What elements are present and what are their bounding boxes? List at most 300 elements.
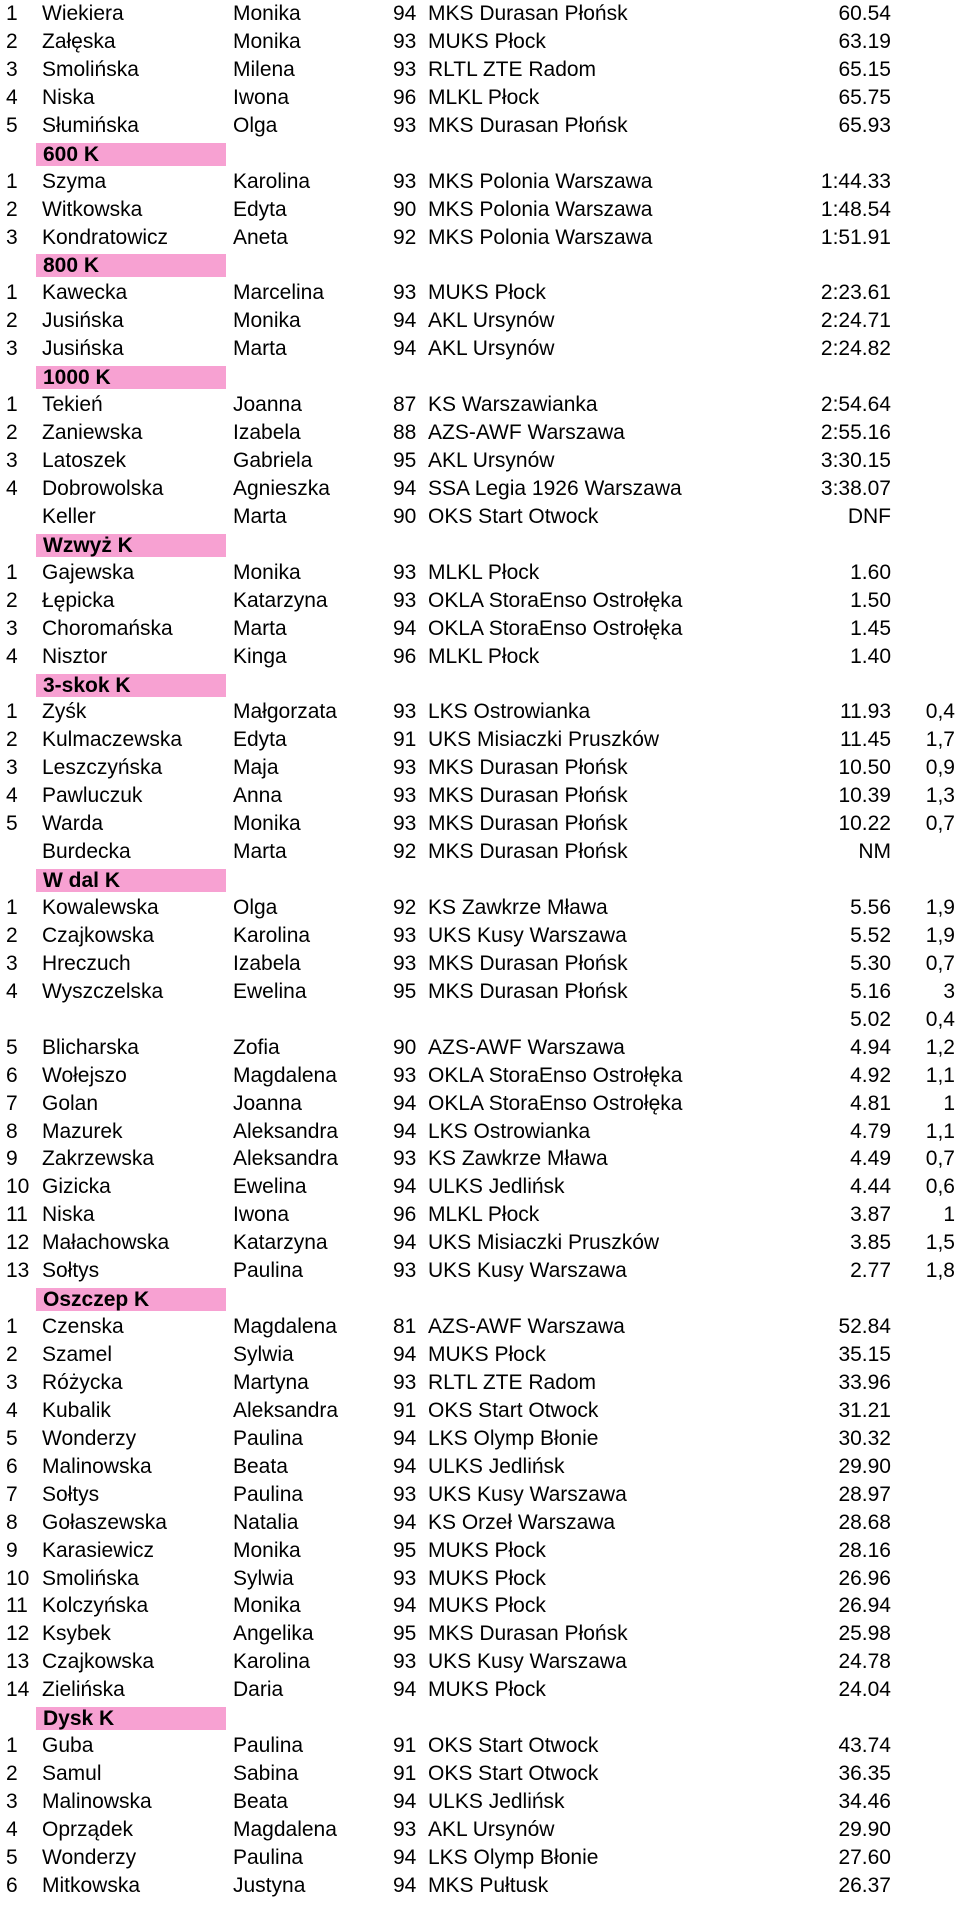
first-name-cell: Marcelina xyxy=(233,281,325,305)
last-name-cell: Kulmaczewska xyxy=(42,728,183,752)
result-row xyxy=(0,1145,960,1173)
last-name-cell: Wołejszo xyxy=(42,1063,127,1087)
first-name-cell: Kinga xyxy=(233,644,287,668)
last-name-cell: Ksybek xyxy=(42,1622,111,1646)
result-cell: 1.50 xyxy=(850,588,891,612)
wind-cell: 0,7 xyxy=(925,1147,955,1171)
result-cell: NM xyxy=(858,840,891,864)
first-name-cell: Paulina xyxy=(233,1734,304,1758)
club-cell: UKS Misiaczki Pruszków xyxy=(428,728,660,752)
last-name-cell: Załęska xyxy=(42,29,116,53)
club-cell: AZS-AWF Warszawa xyxy=(428,421,625,445)
last-name-cell: Latoszek xyxy=(42,449,127,472)
result-row xyxy=(0,112,960,140)
place-cell: 4 xyxy=(6,784,18,808)
club-cell: MUKS Płock xyxy=(428,29,546,53)
result-row xyxy=(0,84,960,112)
wind-cell: 0,7 xyxy=(925,951,955,975)
place-cell: 3 xyxy=(6,756,18,780)
birth-year-cell: 95 xyxy=(393,1622,417,1646)
last-name-cell: Szamel xyxy=(42,1343,113,1366)
result-row xyxy=(0,1425,960,1453)
birth-year-cell: 93 xyxy=(393,57,417,81)
event-header xyxy=(0,866,960,894)
birth-year-cell: 93 xyxy=(393,1482,417,1506)
birth-year-cell: 94 xyxy=(393,1594,417,1618)
place-cell: 1 xyxy=(6,896,18,919)
last-name-cell: Czenska xyxy=(42,1315,124,1339)
first-name-cell: Angelika xyxy=(233,1622,314,1646)
result-cell: 28.16 xyxy=(838,1538,891,1562)
result-row xyxy=(0,1565,960,1593)
club-cell: LKS Olymp Błonie xyxy=(428,1426,599,1450)
result-cell: 29.90 xyxy=(838,1817,891,1841)
club-cell: MKS Durasan Płońsk xyxy=(428,951,628,975)
last-name-cell: Smolińska xyxy=(42,57,139,81)
result-cell: 4.94 xyxy=(850,1035,891,1059)
result-cell: DNF xyxy=(847,504,891,528)
first-name-cell: Ewelina xyxy=(233,979,307,1003)
place-cell: 2 xyxy=(6,728,18,752)
birth-year-cell: 90 xyxy=(393,504,417,528)
place-cell: 7 xyxy=(6,1091,18,1115)
result-cell: 28.68 xyxy=(838,1510,891,1534)
last-name-cell: Gizicka xyxy=(42,1175,111,1199)
last-name-cell: Mitkowska xyxy=(42,1873,141,1897)
first-name-cell: Ewelina xyxy=(233,1175,307,1199)
result-row xyxy=(0,894,960,922)
result-row xyxy=(0,1034,960,1062)
birth-year-cell: 94 xyxy=(393,1091,417,1115)
club-cell: UKS Kusy Warszawa xyxy=(428,1482,627,1506)
birth-year-cell: 95 xyxy=(393,1538,417,1562)
place-cell: 7 xyxy=(6,1482,18,1506)
last-name-cell: Pawluczuk xyxy=(42,784,143,808)
wind-cell: 0,6 xyxy=(925,1175,955,1199)
place-cell: 2 xyxy=(6,309,18,333)
club-cell: MLKL Płock xyxy=(428,560,540,584)
wind-cell: 0,7 xyxy=(925,812,955,836)
result-cell: 3:30.15 xyxy=(820,449,891,472)
club-cell: KS Zawkrze Mława xyxy=(428,896,608,919)
result-row xyxy=(0,224,960,252)
result-row xyxy=(0,1453,960,1481)
club-cell: ULKS Jedlińsk xyxy=(428,1790,565,1813)
place-cell: 14 xyxy=(6,1678,30,1702)
birth-year-cell: 93 xyxy=(393,1650,417,1674)
place-cell: 3 xyxy=(6,337,18,361)
event-header xyxy=(0,671,960,699)
result-row xyxy=(0,643,960,671)
result-cell: 5.56 xyxy=(850,896,891,919)
place-cell: 4 xyxy=(6,979,18,1003)
result-row xyxy=(0,335,960,363)
result-cell: 5.02 xyxy=(850,1007,891,1031)
birth-year-cell: 92 xyxy=(393,840,417,864)
place-cell: 10 xyxy=(6,1566,30,1590)
birth-year-cell: 96 xyxy=(393,85,417,109)
result-row xyxy=(0,1732,960,1760)
place-cell: 2 xyxy=(6,197,18,221)
wind-cell: 1 xyxy=(943,1203,955,1227)
place-cell: 1 xyxy=(6,393,18,417)
club-cell: RLTL ZTE Radom xyxy=(428,1370,597,1394)
place-cell: 9 xyxy=(6,1538,18,1562)
first-name-cell: Agnieszka xyxy=(233,476,330,500)
result-cell: 1:44.33 xyxy=(820,169,891,193)
result-cell: 36.35 xyxy=(838,1762,891,1786)
last-name-cell: Warda xyxy=(42,812,104,836)
birth-year-cell: 94 xyxy=(393,337,417,361)
birth-year-cell: 93 xyxy=(393,951,417,975)
first-name-cell: Sabina xyxy=(233,1762,299,1786)
birth-year-cell: 93 xyxy=(393,281,417,305)
first-name-cell: Monika xyxy=(233,560,301,584)
club-cell: LKS Ostrowianka xyxy=(428,700,591,724)
club-cell: UKS Kusy Warszawa xyxy=(428,1259,627,1283)
first-name-cell: Monika xyxy=(233,1538,301,1562)
club-cell: OKS Start Otwock xyxy=(428,504,599,528)
first-name-cell: Monika xyxy=(233,812,301,836)
first-name-cell: Marta xyxy=(233,337,287,361)
result-row xyxy=(0,810,960,838)
event-header xyxy=(0,531,960,559)
last-name-cell: Witkowska xyxy=(42,197,143,221)
first-name-cell: Małgorzata xyxy=(233,700,337,724)
result-row xyxy=(0,1648,960,1676)
result-row xyxy=(0,1620,960,1648)
result-row xyxy=(0,196,960,224)
result-cell: 27.60 xyxy=(838,1845,891,1869)
first-name-cell: Marta xyxy=(233,616,287,640)
wind-cell: 1,3 xyxy=(925,784,955,808)
event-title: Dysk K xyxy=(36,1707,226,1730)
birth-year-cell: 93 xyxy=(393,1063,417,1087)
club-cell: UKS Misiaczki Pruszków xyxy=(428,1231,660,1255)
wind-cell: 1,9 xyxy=(925,923,955,947)
last-name-cell: Szyma xyxy=(42,169,107,193)
first-name-cell: Aleksandra xyxy=(233,1147,339,1171)
last-name-cell: Czajkowska xyxy=(42,923,155,947)
first-name-cell: Zofia xyxy=(233,1035,280,1059)
last-name-cell: Leszczyńska xyxy=(42,756,163,780)
place-cell: 5 xyxy=(6,812,18,836)
last-name-cell: Zyśk xyxy=(42,700,87,724)
result-cell: 1:51.91 xyxy=(820,225,891,249)
result-cell: 11.93 xyxy=(840,700,891,724)
club-cell: MKS Durasan Płońsk xyxy=(428,113,628,137)
first-name-cell: Olga xyxy=(233,896,278,919)
place-cell: 2 xyxy=(6,1762,18,1786)
club-cell: MLKL Płock xyxy=(428,1203,540,1227)
place-cell: 3 xyxy=(6,616,18,640)
place-cell: 4 xyxy=(6,1398,18,1422)
last-name-cell: Niska xyxy=(42,1203,95,1227)
result-row xyxy=(0,922,960,950)
last-name-cell: Wonderzy xyxy=(42,1845,137,1869)
club-cell: KS Orzeł Warszawa xyxy=(428,1510,616,1534)
place-cell: 11 xyxy=(6,1203,28,1227)
club-cell: MKS Durasan Płońsk xyxy=(428,840,628,864)
place-cell: 13 xyxy=(6,1650,30,1674)
result-cell: 65.93 xyxy=(838,113,891,137)
result-cell: 4.49 xyxy=(850,1147,891,1171)
place-cell: 1 xyxy=(6,560,18,584)
place-cell: 1 xyxy=(6,1315,18,1339)
event-header xyxy=(0,1285,960,1313)
club-cell: KS Zawkrze Mława xyxy=(428,1147,608,1171)
result-row xyxy=(0,698,960,726)
birth-year-cell: 93 xyxy=(393,1147,417,1171)
birth-year-cell: 96 xyxy=(393,1203,417,1227)
first-name-cell: Izabela xyxy=(233,951,301,975)
place-cell: 13 xyxy=(6,1259,30,1283)
birth-year-cell: 93 xyxy=(393,1259,417,1283)
result-row xyxy=(0,1592,960,1620)
first-name-cell: Karolina xyxy=(233,923,311,947)
result-row xyxy=(0,782,960,810)
first-name-cell: Gabriela xyxy=(233,449,313,472)
result-cell: 26.37 xyxy=(838,1873,891,1897)
first-name-cell: Daria xyxy=(233,1678,284,1702)
first-name-cell: Justyna xyxy=(233,1873,306,1897)
last-name-cell: Słumińska xyxy=(42,113,139,137)
birth-year-cell: 94 xyxy=(393,1343,417,1366)
last-name-cell: Gajewska xyxy=(42,560,135,584)
club-cell: ULKS Jedlińsk xyxy=(428,1175,565,1199)
first-name-cell: Edyta xyxy=(233,197,287,221)
club-cell: UKS Kusy Warszawa xyxy=(428,923,627,947)
result-cell: 1.40 xyxy=(850,644,891,668)
club-cell: RLTL ZTE Radom xyxy=(428,57,597,81)
first-name-cell: Iwona xyxy=(233,85,290,109)
place-cell: 1 xyxy=(6,700,18,724)
club-cell: MKS Durasan Płońsk xyxy=(428,1622,628,1646)
result-row xyxy=(0,1173,960,1201)
result-cell: 2.77 xyxy=(850,1259,891,1283)
result-cell: 3:38.07 xyxy=(820,476,891,500)
club-cell: AZS-AWF Warszawa xyxy=(428,1315,625,1339)
first-name-cell: Edyta xyxy=(233,728,287,752)
place-cell: 1 xyxy=(6,169,18,193)
result-row xyxy=(0,1369,960,1397)
result-row xyxy=(0,1201,960,1229)
result-row xyxy=(0,1844,960,1872)
birth-year-cell: 93 xyxy=(393,113,417,137)
result-cell: 2:23.61 xyxy=(820,281,891,305)
club-cell: UKS Kusy Warszawa xyxy=(428,1650,627,1674)
result-row xyxy=(0,838,960,866)
club-cell: AZS-AWF Warszawa xyxy=(428,1035,625,1059)
result-cell: 3.87 xyxy=(850,1203,891,1227)
last-name-cell: Małachowska xyxy=(42,1231,170,1255)
club-cell: MKS Durasan Płońsk xyxy=(428,812,628,836)
result-row xyxy=(0,1090,960,1118)
first-name-cell: Marta xyxy=(233,504,287,528)
result-row xyxy=(0,1760,960,1788)
result-cell: 10.39 xyxy=(838,784,891,808)
result-cell: 2:24.82 xyxy=(820,337,891,361)
club-cell: MUKS Płock xyxy=(428,281,546,305)
club-cell: ULKS Jedlińsk xyxy=(428,1454,565,1478)
last-name-cell: Kowalewska xyxy=(42,896,159,919)
result-row xyxy=(0,28,960,56)
result-cell: 10.22 xyxy=(838,812,891,836)
event-header xyxy=(0,251,960,279)
birth-year-cell: 94 xyxy=(393,1454,417,1478)
result-row xyxy=(0,279,960,307)
birth-year-cell: 93 xyxy=(393,923,417,947)
event-title: 800 K xyxy=(36,254,226,277)
result-cell: 34.46 xyxy=(838,1790,891,1813)
result-cell: 29.90 xyxy=(838,1454,891,1478)
result-row xyxy=(0,950,960,978)
birth-year-cell: 95 xyxy=(393,979,417,1003)
result-row xyxy=(0,1397,960,1425)
birth-year-cell: 87 xyxy=(393,393,417,417)
club-cell: AKL Ursynów xyxy=(428,309,555,333)
last-name-cell: Oprządek xyxy=(42,1817,134,1841)
birth-year-cell: 91 xyxy=(393,1762,417,1786)
place-cell: 3 xyxy=(6,225,18,249)
place-cell: 6 xyxy=(6,1873,18,1897)
result-cell: 1.60 xyxy=(850,560,891,584)
club-cell: MUKS Płock xyxy=(428,1538,546,1562)
wind-cell: 1,8 xyxy=(925,1259,955,1283)
event-header xyxy=(0,363,960,391)
place-cell: 12 xyxy=(6,1622,30,1646)
result-cell: 1:48.54 xyxy=(820,197,891,221)
first-name-cell: Aleksandra xyxy=(233,1119,339,1143)
club-cell: SSA Legia 1926 Warszawa xyxy=(428,476,682,500)
club-cell: OKLA StoraEnso Ostrołęka xyxy=(428,1091,683,1115)
place-cell: 1 xyxy=(6,281,18,305)
result-cell: 60.54 xyxy=(838,2,891,25)
result-row xyxy=(0,1006,960,1034)
result-cell: 4.81 xyxy=(850,1091,891,1115)
club-cell: MKS Durasan Płońsk xyxy=(428,2,628,25)
last-name-cell: Malinowska xyxy=(42,1454,152,1478)
first-name-cell: Maja xyxy=(233,756,279,780)
result-row xyxy=(0,503,960,531)
last-name-cell: Choromańska xyxy=(42,616,173,640)
result-cell: 30.32 xyxy=(838,1426,891,1450)
last-name-cell: Zakrzewska xyxy=(42,1147,155,1171)
birth-year-cell: 90 xyxy=(393,1035,417,1059)
first-name-cell: Milena xyxy=(233,57,295,81)
club-cell: MUKS Płock xyxy=(428,1678,546,1702)
last-name-cell: Czajkowska xyxy=(42,1650,155,1674)
result-row xyxy=(0,0,960,28)
event-title: 600 K xyxy=(36,143,226,166)
first-name-cell: Iwona xyxy=(233,1203,290,1227)
result-cell: 4.92 xyxy=(850,1063,891,1087)
birth-year-cell: 93 xyxy=(393,812,417,836)
last-name-cell: Wiekiera xyxy=(42,2,124,25)
result-row xyxy=(0,1257,960,1285)
place-cell: 5 xyxy=(6,1035,18,1059)
last-name-cell: Zaniewska xyxy=(42,421,143,445)
result-row xyxy=(0,1118,960,1146)
birth-year-cell: 94 xyxy=(393,309,417,333)
place-cell: 6 xyxy=(6,1063,18,1087)
club-cell: MKS Polonia Warszawa xyxy=(428,225,653,249)
last-name-cell: Samul xyxy=(42,1762,102,1786)
first-name-cell: Monika xyxy=(233,29,301,53)
birth-year-cell: 94 xyxy=(393,1678,417,1702)
first-name-cell: Paulina xyxy=(233,1845,304,1869)
place-cell: 3 xyxy=(6,449,18,472)
first-name-cell: Martyna xyxy=(233,1370,309,1394)
first-name-cell: Paulina xyxy=(233,1482,304,1506)
birth-year-cell: 93 xyxy=(393,784,417,808)
last-name-cell: Niska xyxy=(42,85,95,109)
place-cell: 3 xyxy=(6,1790,18,1813)
wind-cell: 0,9 xyxy=(925,756,955,780)
place-cell: 2 xyxy=(6,1343,18,1366)
result-cell: 26.96 xyxy=(838,1566,891,1590)
first-name-cell: Monika xyxy=(233,2,301,25)
result-row xyxy=(0,1816,960,1844)
result-cell: 2:55.16 xyxy=(820,421,891,445)
first-name-cell: Joanna xyxy=(233,393,302,417)
club-cell: OKLA StoraEnso Ostrołęka xyxy=(428,588,683,612)
last-name-cell: Smolińska xyxy=(42,1566,139,1590)
place-cell: 4 xyxy=(6,644,18,668)
place-cell: 3 xyxy=(6,951,18,975)
result-cell: 5.16 xyxy=(850,979,891,1003)
last-name-cell: Wyszczelska xyxy=(42,979,164,1003)
club-cell: MKS Durasan Płońsk xyxy=(428,756,628,780)
event-header xyxy=(0,1704,960,1732)
result-row xyxy=(0,1229,960,1257)
birth-year-cell: 96 xyxy=(393,644,417,668)
result-cell: 52.84 xyxy=(838,1315,891,1339)
place-cell: 8 xyxy=(6,1510,18,1534)
birth-year-cell: 93 xyxy=(393,560,417,584)
birth-year-cell: 88 xyxy=(393,421,417,445)
result-cell: 4.44 xyxy=(850,1175,891,1199)
last-name-cell: Dobrowolska xyxy=(42,476,164,500)
club-cell: MUKS Płock xyxy=(428,1594,546,1618)
birth-year-cell: 95 xyxy=(393,449,417,472)
result-row xyxy=(0,1537,960,1565)
club-cell: LKS Olymp Błonie xyxy=(428,1845,599,1869)
club-cell: MKS Pułtusk xyxy=(428,1873,549,1897)
club-cell: OKS Start Otwock xyxy=(428,1734,599,1758)
birth-year-cell: 93 xyxy=(393,1370,417,1394)
birth-year-cell: 94 xyxy=(393,1426,417,1450)
club-cell: OKLA StoraEnso Ostrołęka xyxy=(428,616,683,640)
birth-year-cell: 90 xyxy=(393,197,417,221)
birth-year-cell: 93 xyxy=(393,1817,417,1841)
first-name-cell: Aneta xyxy=(233,225,288,249)
last-name-cell: Golan xyxy=(42,1091,99,1115)
club-cell: OKS Start Otwock xyxy=(428,1762,599,1786)
place-cell: 4 xyxy=(6,1817,18,1841)
birth-year-cell: 81 xyxy=(393,1315,417,1339)
first-name-cell: Sylwia xyxy=(233,1566,294,1590)
birth-year-cell: 93 xyxy=(393,700,417,724)
first-name-cell: Beata xyxy=(233,1454,288,1478)
result-cell: 1.45 xyxy=(850,616,891,640)
first-name-cell: Katarzyna xyxy=(233,1231,328,1255)
event-title: 3-skok K xyxy=(36,674,226,697)
last-name-cell: Guba xyxy=(42,1734,94,1758)
club-cell: MLKL Płock xyxy=(428,85,540,109)
result-cell: 31.21 xyxy=(838,1398,891,1422)
first-name-cell: Natalia xyxy=(233,1510,299,1534)
